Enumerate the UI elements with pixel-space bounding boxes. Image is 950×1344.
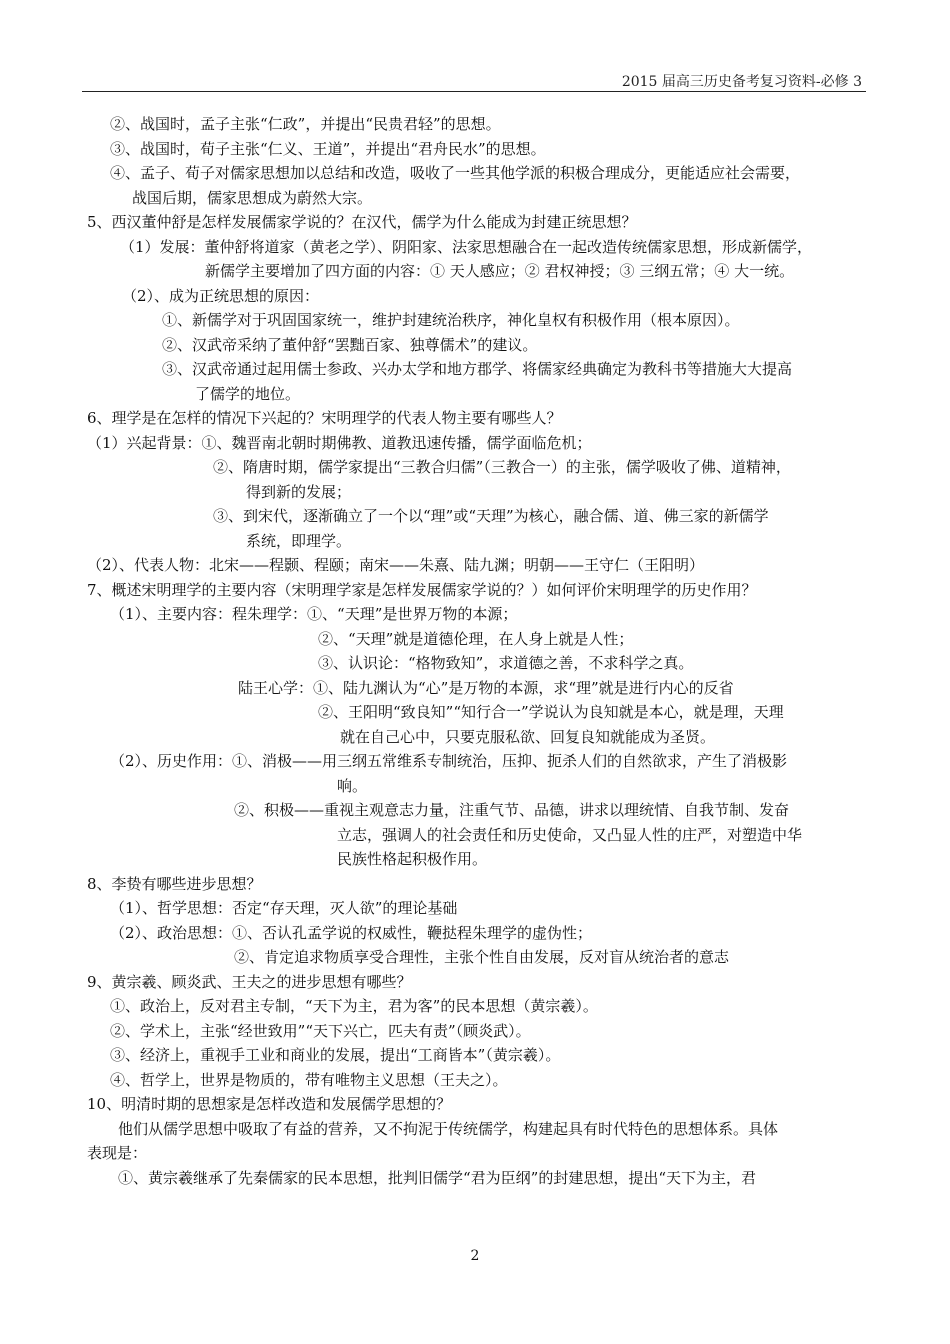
text-line: 表现是： [87,1144,148,1162]
document-body [0,112,950,1190]
text-line: 了儒学的地位。 [195,384,301,403]
text-line: 5、西汉董仲舒是怎样发展儒家学说的？在汉代，儒学为什么能成为封建正统思想？ [87,213,637,231]
text-line: ③、经济上，重视手工业和商业的发展，提出“工商皆本”（黄宗羲）。 [110,1046,561,1064]
text-line: 得到新的发展； [246,482,352,501]
text-line: ②、肯定追求物质享受合理性，主张个性自由发展，反对盲从统治者的意志 [234,948,730,966]
text-line: （1）发展：董仲舒将道家（黄老之学）、阴阳家、法家思想融合在一起改造传统儒家思想，形成新儒学， [120,237,813,256]
text-line: ②、学术上，主张“经世致用”“天下兴亡，匹夫有责”（顾炎武）。 [110,1021,531,1040]
text-line: ②、汉武帝采纳了董仲舒“罢黜百家、独尊儒术”的建议。 [162,335,538,354]
text-line: 系统，即理学。 [246,531,352,550]
text-line: ②、战国时，孟子主张“仁政”，并提出“民贵君轻”的思想。 [110,115,501,133]
text-line: 立志，强调人的社会责任和历史使命，又凸显人性的庄严，对塑造中华 [337,825,803,844]
text-line: ②、隋唐时期，儒学家提出“三教合归儒”（三教合一）的主张，儒学吸收了佛、道精神， [213,458,791,476]
text-line: ②、王阳明“致良知”“知行合一”学说认为良知就是本心，就是理，天理 [318,703,784,721]
text-line: 7、概述宋明理学的主要内容（宋明理学家是怎样发展儒家学说的？）如何评价宋明理学的历史作用？ [87,580,757,599]
text-line: 8、李贽有哪些进步思想？ [87,874,262,893]
text-line: （2）、代表人物：北宋——程颢、程颐；南宋——朱熹、陆九渊；明朝——王守仁（王阳明） [87,556,705,574]
text-line: 就在自己心中，只要克服私欲、回复良知就能成为圣贤。 [340,727,716,746]
text-line: （2）、历史作用：①、消极——用三纲五常维系专制统治，压抑、扼杀人们的自然欲求，产生了消极影 [110,752,788,770]
header-divider [82,91,866,92]
text-line: （1）兴起背景：①、魏晋南北朝时期佛教、道教迅速传播，儒学面临危机； [87,433,592,452]
text-line: ②、“天理”就是道德伦理，在人身上就是人性； [318,629,634,648]
text-line: （2）、成为正统思想的原因： [122,286,320,305]
text-line: 新儒学主要增加了四方面的内容：① 天人感应；② 君权神授；③ 三纲五常；④ 大一统。 [205,262,795,280]
text-line: ④、哲学上，世界是物质的，带有唯物主义思想（王夫之）。 [110,1070,508,1089]
text-line: ①、黄宗羲继承了先秦儒家的民本思想，批判旧儒学“君为臣纲”的封建思想，提出“天下为主，君 [118,1168,757,1187]
text-line: ③、战国时，荀子主张“仁义、王道”，并提出“君舟民水”的思想。 [110,139,546,158]
text-line: 他们从儒学思想中吸取了有益的营养，又不拘泥于传统儒学，构建起具有时代特色的思想体系。具体 [118,1119,779,1138]
text-line: 9、黄宗羲、顾炎武、王夫之的进步思想有哪些？ [87,972,412,991]
text-line: 陆王心学：①、陆九渊认为“心”是万物的本源，求“理”就是进行内心的反省 [238,678,734,697]
text-line: ①、政治上，反对君主专制，“天下为主，君为客”的民本思想（黄宗羲）。 [110,997,598,1015]
text-line: ④、孟子、荀子对儒家思想加以总结和改造，吸收了一些其他学派的积极合理成分，更能适应社会需要， [110,164,801,182]
text-line: 10、明清时期的思想家是怎样改造和发展儒学思想的？ [87,1095,452,1113]
page-number: 2 [470,1248,480,1264]
text-line: ③、汉武帝通过起用儒士参政、兴办太学和地方郡学、将儒家经典确定为教科书等措施大大提高 [162,360,793,378]
text-line: （1）、哲学思想：否定“存天理，灭人欲”的理论基础 [110,899,458,917]
text-line: （1）、主要内容：程朱理学：①、“天理”是世界万物的本源； [110,605,518,623]
text-line: ①、新儒学对于巩固国家统一，维护封建统治秩序，神化皇权有积极作用（根本原因）。 [162,311,740,329]
text-line: ③、认识论：“格物致知”，求道德之善，不求科学之真。 [318,654,694,672]
text-line: ②、积极——重视主观意志力量，注重气节、品德，讲求以理统情、自我节制、发奋 [234,801,790,819]
text-line: （2）、政治思想：①、否认孔孟学说的权威性，鞭挞程朱理学的虚伪性； [110,923,593,942]
running-header: 2015 届高三历史备考复习资料-必修 3 [621,74,862,90]
text-line: 响。 [337,776,368,795]
text-line: 战国后期，儒家思想成为蔚然大宗。 [132,188,373,207]
text-line: 6、理学是在怎样的情况下兴起的？宋明理学的代表人物主要有哪些人？ [87,409,562,427]
text-line: 民族性格起积极作用。 [337,850,488,868]
text-line: ③、到宋代，逐渐确立了一个以“理”或“天理”为核心，融合儒、道、佛三家的新儒学 [213,507,769,525]
